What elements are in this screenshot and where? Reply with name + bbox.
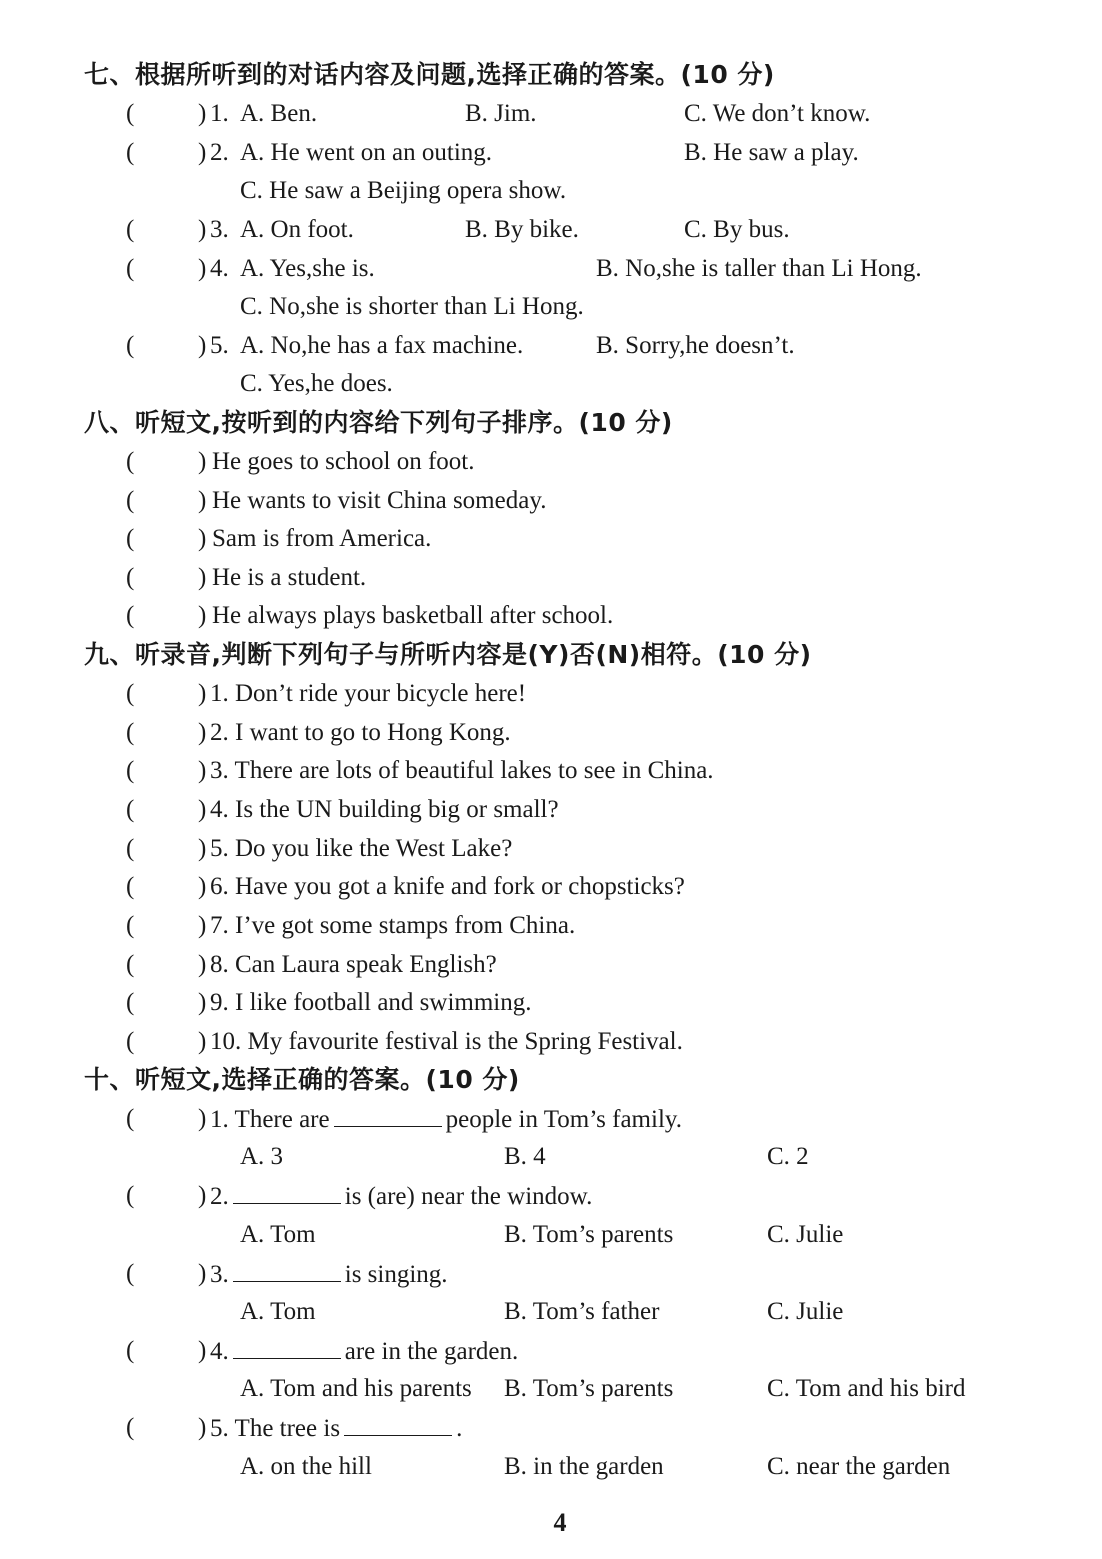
answer-blank <box>344 1413 452 1436</box>
answer-blank <box>233 1259 341 1282</box>
s7-q3-option-b: B. By bike. <box>465 216 579 243</box>
section-7-title: 七、根据所听到的对话内容及问题,选择正确的答案。(10 分) <box>84 60 775 89</box>
s7-q5-option-c: C. Yes,he does. <box>240 370 393 397</box>
s7-q1-option-b: B. Jim. <box>465 100 537 127</box>
section-10-title: 十、听短文,选择正确的答案。(10 分) <box>84 1065 520 1094</box>
section-8-title: 八、听短文,按听到的内容给下列句子排序。(10 分) <box>84 408 673 437</box>
s7-q4-option-b: B. No,she is taller than Li Hong. <box>596 255 922 282</box>
answer-blank <box>334 1104 442 1127</box>
answer-blank <box>233 1181 341 1204</box>
s7-q3-option-a: A. On foot. <box>240 216 354 243</box>
s7-q4-option-a: A. Yes,she is. <box>240 255 375 282</box>
s7-q2-option-b: B. He saw a play. <box>684 139 859 166</box>
s7-q1-option-c: C. We don’t know. <box>684 100 871 127</box>
s7-q3-option-c: C. By bus. <box>684 216 790 243</box>
section-9-title: 九、听录音,判断下列句子与所听内容是(Y)否(N)相符。(10 分) <box>84 640 812 669</box>
s7-q2-option-c: C. He saw a Beijing opera show. <box>240 177 567 204</box>
s7-q2-option-a: A. He went on an outing. <box>240 139 493 166</box>
answer-blank <box>233 1336 341 1359</box>
s7-q1-option-a: A. Ben. <box>240 100 318 127</box>
page-number: 4 <box>553 1508 567 1537</box>
s7-q5-option-a: A. No,he has a fax machine. <box>240 332 524 359</box>
s7-q4-option-c: C. No,she is shorter than Li Hong. <box>240 293 584 320</box>
s7-q5-option-b: B. Sorry,he doesn’t. <box>596 332 795 359</box>
